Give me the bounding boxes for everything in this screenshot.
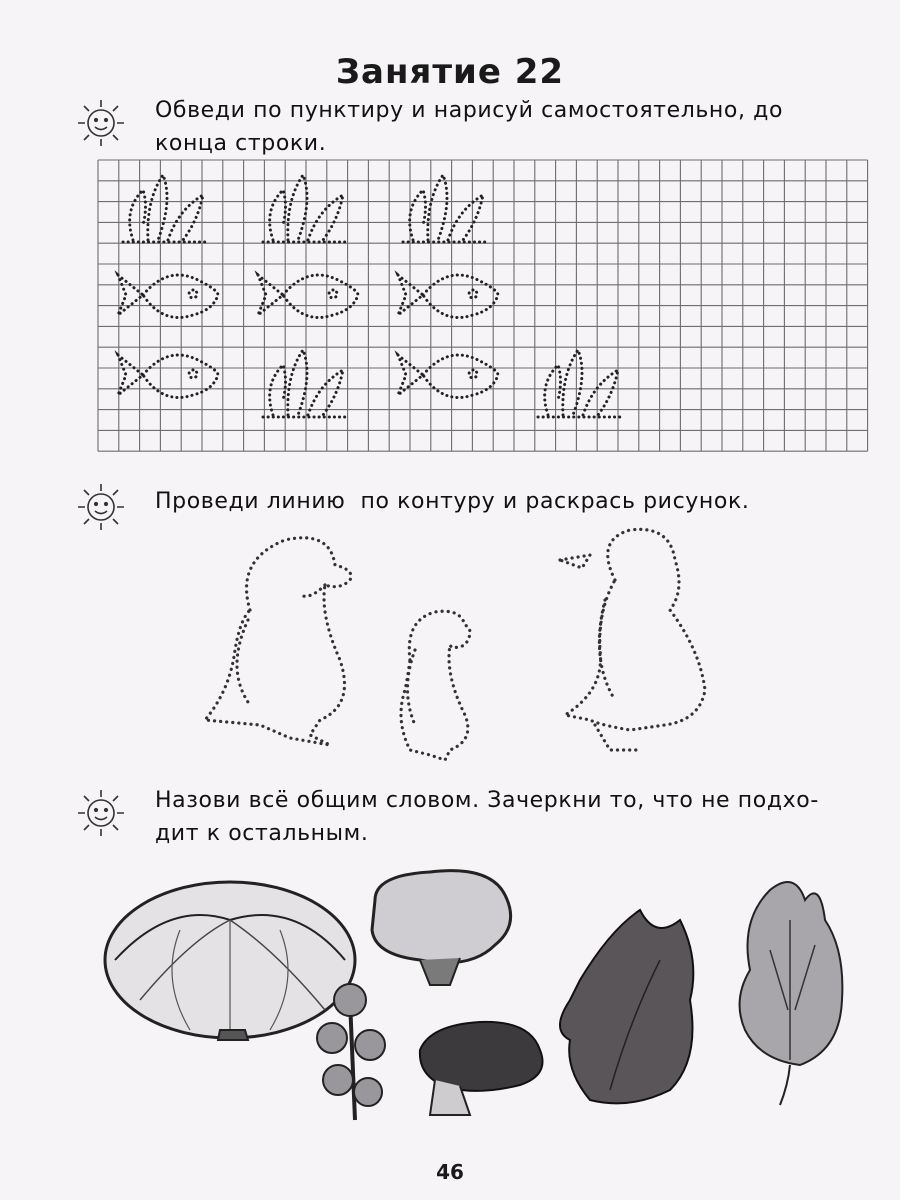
task-3-line-2: дит к остальным. (155, 821, 369, 846)
tracing-grid (98, 160, 868, 460)
fish-dotted-outline (398, 275, 498, 318)
cauliflower-image (372, 871, 511, 985)
task-2-instruction (155, 485, 875, 518)
fish-dotted-outline (118, 275, 218, 318)
red-lettuce-image (560, 910, 693, 1103)
fish-tracing-figure (398, 275, 498, 318)
fish-tracing-figure (118, 355, 218, 398)
penguin-figure (401, 611, 470, 760)
task-1-line-1: Обведи по пунктиру и нарисуй самостоятельно, до (155, 98, 784, 123)
broccoli-image (420, 1022, 543, 1115)
fish-dotted-outline (398, 355, 498, 398)
seaweed-tracing-figure (538, 350, 623, 417)
page-number: 46 (436, 1160, 464, 1184)
seaweed-dotted-outline (403, 175, 488, 242)
fish-tracing-figure (118, 275, 218, 318)
seaweed-dotted-outline (123, 175, 208, 242)
sun-icon (74, 480, 128, 534)
penguin-figure (205, 538, 351, 745)
cabbage-image (105, 882, 355, 1040)
task-1-instruction (155, 94, 875, 160)
fish-tracing-figure (398, 355, 498, 398)
penguin-tracing-figures (190, 520, 730, 760)
chinese-cabbage-image (740, 882, 843, 1105)
task-3-line-1: Назови всё общим словом. Зачеркни то, что не подхо- (155, 788, 819, 813)
seaweed-tracing-figure (403, 175, 488, 242)
task-2-line-1: Проведи линию по контуру и раскрась рисунок. (155, 489, 750, 514)
fish-dotted-outline (118, 355, 218, 398)
task-3-instruction (155, 784, 875, 850)
sun-icon (74, 96, 128, 150)
sun-icon (74, 786, 128, 840)
penguin-figure (560, 529, 705, 750)
seaweed-tracing-figure (123, 175, 208, 242)
vegetables-illustration (100, 860, 860, 1120)
page-title: Занятие 22 (335, 52, 565, 92)
fish-dotted-outline (258, 275, 358, 318)
seaweed-dotted-outline (538, 350, 623, 417)
fish-tracing-figure (258, 275, 358, 318)
task-1-line-2: конца строки. (155, 131, 327, 156)
